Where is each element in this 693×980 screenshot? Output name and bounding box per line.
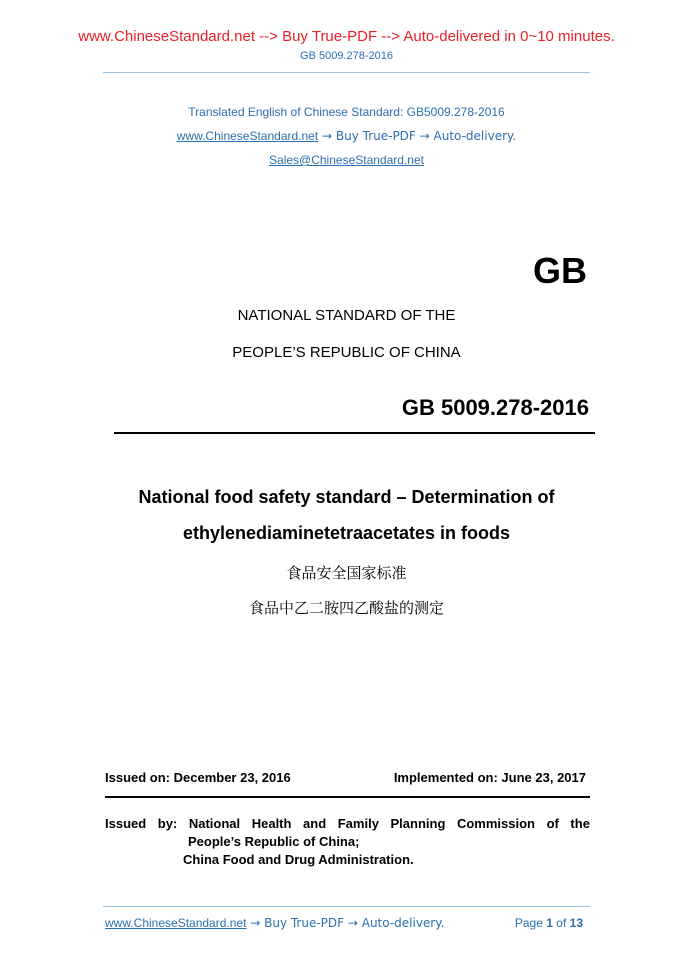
header-divider <box>103 72 590 73</box>
title-divider <box>114 432 595 434</box>
email-line <box>0 153 693 167</box>
national-standard-line1: NATIONAL STANDARD OF THE <box>237 307 456 324</box>
issued-by-line1 <box>105 815 590 833</box>
issued-by-block <box>105 815 590 869</box>
translation-site-line <box>0 129 693 143</box>
footer-site-link[interactable]: www.ChineseStandard.net <box>105 916 247 930</box>
title-cn-line2: 食品中乙二胺四乙酸盐的测定 <box>248 600 444 617</box>
issuer-word: Health <box>251 816 292 831</box>
site-link[interactable]: www.ChineseStandard.net <box>176 129 319 143</box>
email-link[interactable]: Sales@ChineseStandard.net <box>269 153 424 167</box>
site-suffix: → Buy True-PDF → Auto-delivery. <box>318 129 517 143</box>
page-label: Page <box>514 916 543 930</box>
issuer-word: and <box>303 816 327 831</box>
footer-divider <box>103 906 590 907</box>
issued-on-date: Issued on: December 23, 2016 <box>105 770 291 785</box>
issuer-word: Issued <box>105 816 147 831</box>
page-indicator <box>515 916 583 930</box>
title-en-line1: National food safety standard – Determination of <box>138 487 555 507</box>
standard-number: GB 5009.278-2016 <box>401 395 589 420</box>
issuer-word: Family <box>337 816 379 831</box>
page-current: 1 <box>546 916 553 930</box>
issued-by-line2: People’s Republic of China; <box>188 834 360 849</box>
issuer-word: by: <box>157 816 178 831</box>
issuer-word: Planning <box>390 816 446 831</box>
footer-site-line <box>105 916 444 930</box>
page-of: of <box>556 916 567 930</box>
translation-notice: Translated English of Chinese Standard: GB5009.278-2016 <box>188 105 505 119</box>
title-cn-line1: 食品安全国家标准 <box>286 565 407 582</box>
page-total: 13 <box>569 916 583 930</box>
implemented-on-date: Implemented on: June 23, 2017 <box>393 770 586 785</box>
issuer-word: Commission <box>456 816 535 831</box>
national-standard-line2: PEOPLE’S REPUBLIC OF CHINA <box>232 344 461 361</box>
gb-mark: GB <box>533 250 587 291</box>
top-banner[interactable]: www.ChineseStandard.net --> Buy True-PDF --> Auto-delivered in 0~10 minutes. <box>78 28 615 45</box>
footer-site-suffix: → Buy True-PDF → Auto-delivery. <box>246 916 445 930</box>
issued-by-line3: China Food and Drug Administration. <box>183 852 414 867</box>
issuer-word: National <box>188 816 241 831</box>
header-standard-code: GB 5009.278-2016 <box>300 50 393 62</box>
issuer-word: the <box>570 816 590 831</box>
title-en-line2: ethylenediaminetetraacetates in foods <box>182 523 511 543</box>
issuer-word: of <box>546 816 559 831</box>
dates-divider <box>105 796 590 798</box>
